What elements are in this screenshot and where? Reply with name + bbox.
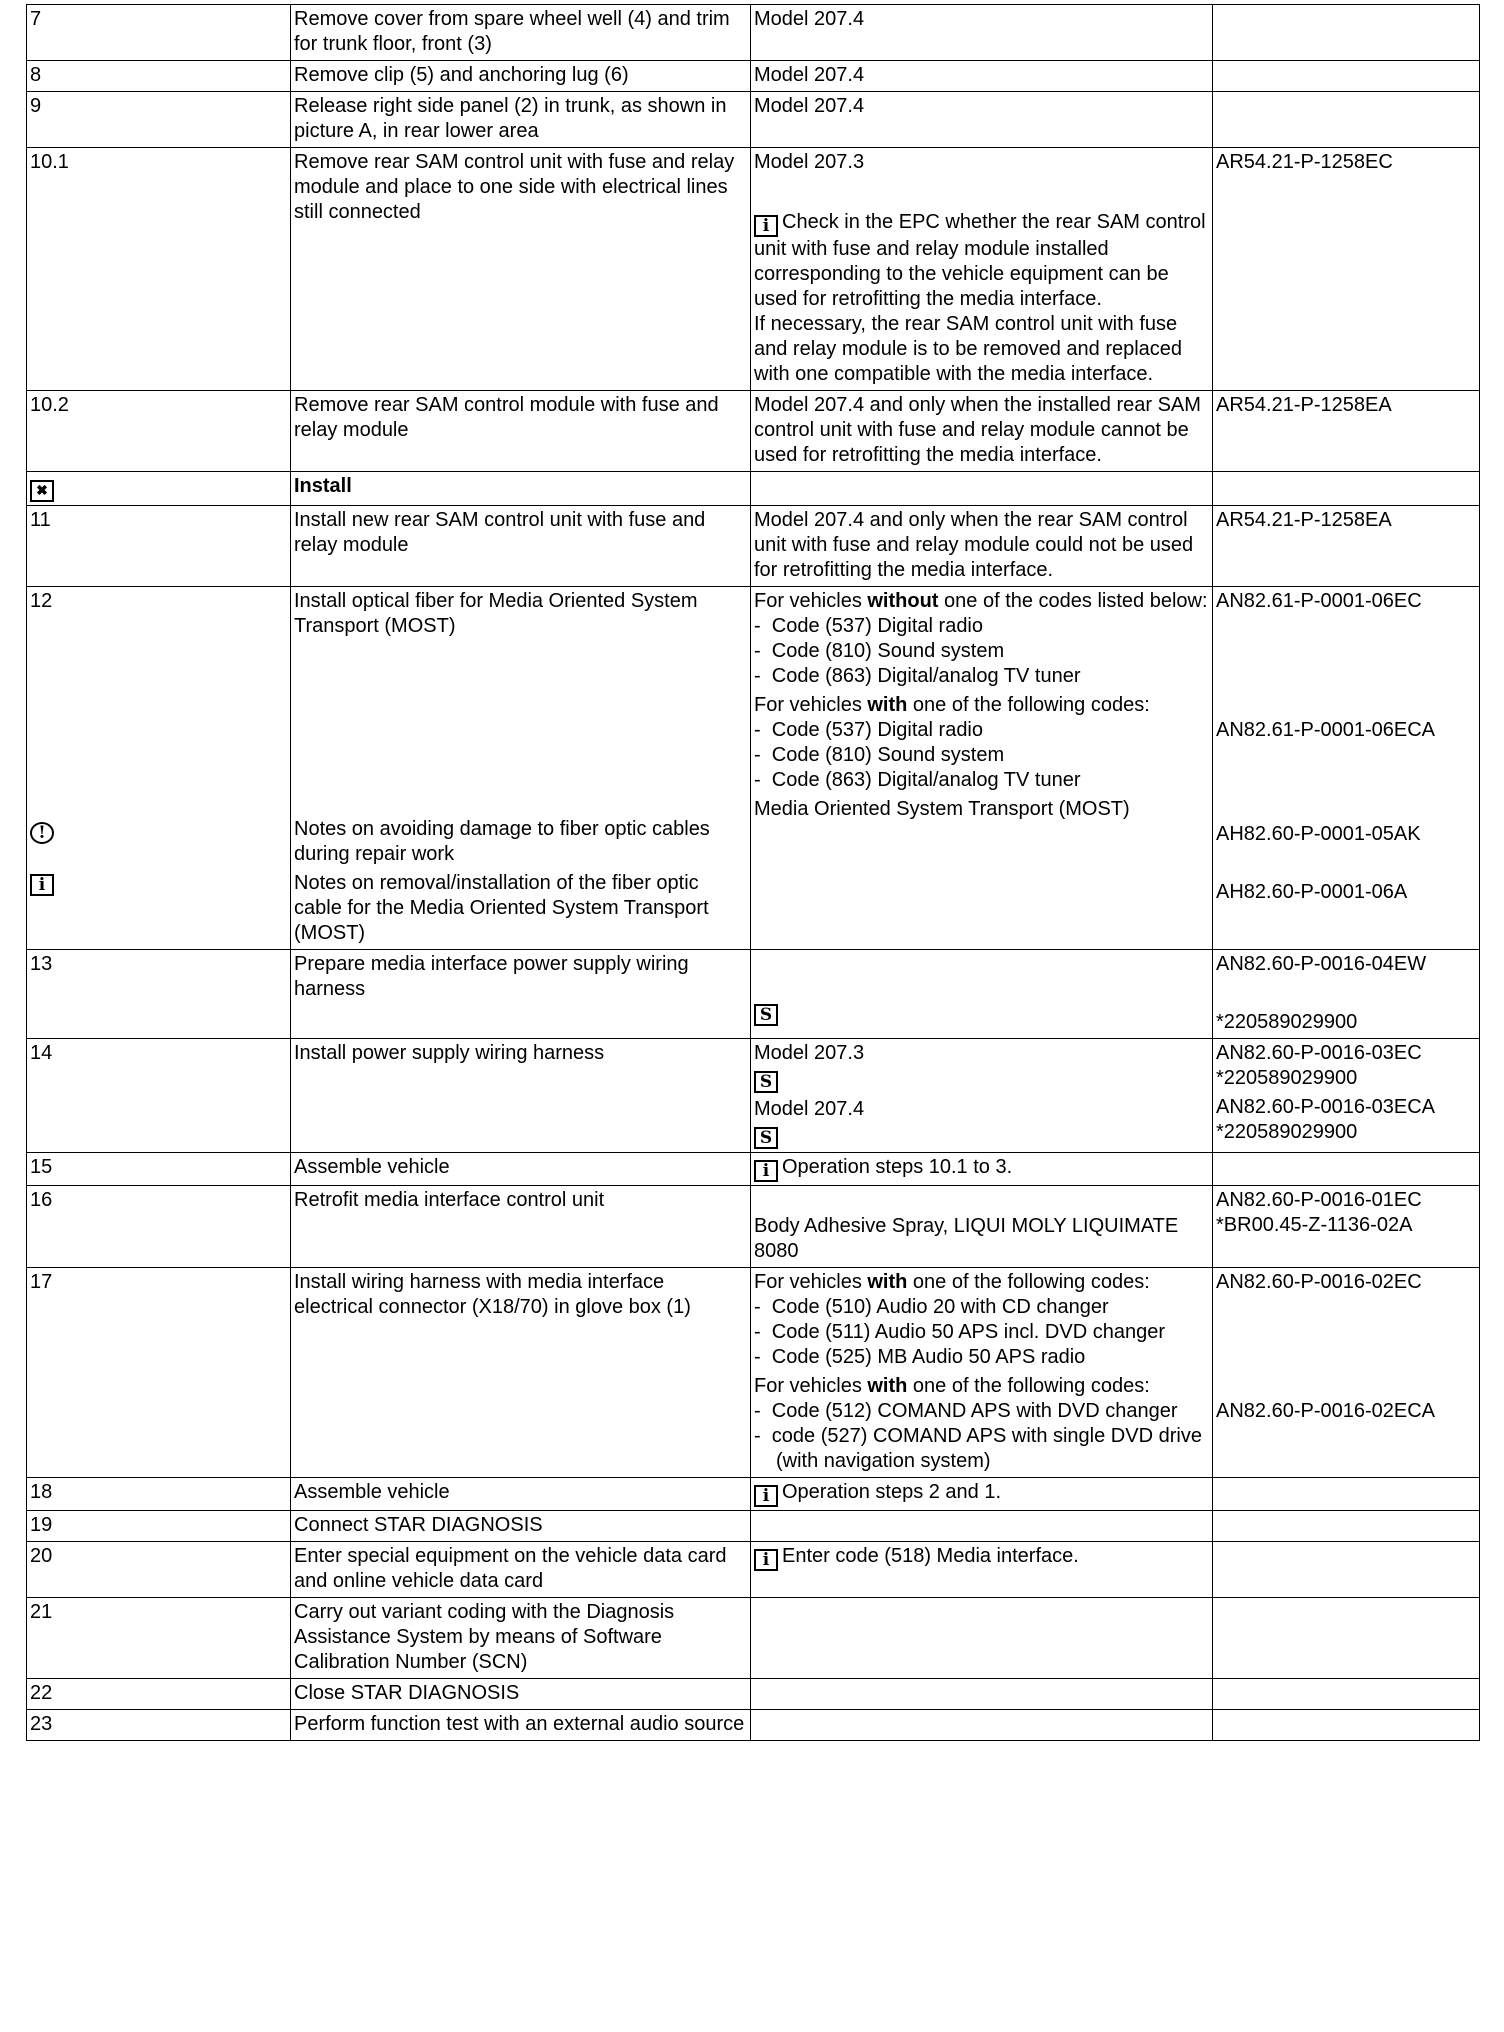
list-item: - Code (810) Sound system (754, 639, 1208, 664)
list-item: - code (527) COMAND APS with single DVD drive (with navigation system) (754, 1424, 1208, 1474)
step-reference[interactable]: AN82.60-P-0016-03EC (1216, 1042, 1422, 1064)
step-number: 18 (27, 1478, 291, 1511)
step-note: Model 207.4 and only when the rear SAM control unit with fuse and relay module could not be used for retrofitting the media interface. (751, 506, 1213, 587)
code-list (754, 1295, 1208, 1370)
info-icon: i (754, 1160, 778, 1182)
list-item: - Code (810) Sound system (754, 743, 1208, 768)
special-tool-icon: S (754, 1127, 778, 1149)
step-number: 11 (27, 506, 291, 587)
step-note-cell (751, 1542, 1213, 1598)
step-reference (1213, 1542, 1480, 1598)
step-action: Retrofit media interface control unit (291, 1186, 751, 1268)
substep-action: Notes on avoiding damage to fiber optic cables during repair work (294, 818, 710, 865)
condition-block: For vehicles with one of the following codes: - Code (537) Digital radio - Code (810) Sound system - Code (863) Digital/analog TV tuner (754, 693, 1208, 793)
condition-block: For vehicles with one of the following codes: - Code (510) Audio 20 with CD changer - Code (511) Audio 50 APS incl. DVD changer - Code (525) MB Audio 50 APS radio (754, 1270, 1208, 1370)
code-list (754, 718, 1208, 793)
step-note-cell (751, 1478, 1213, 1511)
step-action: Remove rear SAM control module with fuse and relay module (291, 391, 751, 472)
procedure-table (26, 4, 1480, 1741)
step-reference (1213, 1598, 1480, 1679)
condition-block: For vehicles with one of the following codes: - Code (512) COMAND APS with DVD changer - code (527) COMAND APS with single DVD drive (with navigation system) (754, 1374, 1208, 1474)
table-row (27, 5, 1480, 61)
step-note-cell (751, 1186, 1213, 1268)
step-reference-cell (1213, 950, 1480, 1039)
step-action-cell (291, 587, 751, 950)
info-icon: i (754, 1485, 778, 1507)
step-reference-cell (1213, 1268, 1480, 1478)
section-title: Install (291, 472, 751, 506)
step-reference[interactable]: AR54.21-P-1258EC (1213, 148, 1480, 391)
step-note (751, 1598, 1213, 1679)
step-reference-cell (1213, 587, 1480, 950)
substep-reference[interactable]: AH82.60-P-0001-06A (1216, 881, 1408, 903)
step-note (751, 472, 1213, 506)
table-row (27, 1598, 1480, 1679)
step-reference-cell (1213, 1186, 1480, 1268)
table-row (27, 1679, 1480, 1710)
info-note (754, 210, 1208, 312)
material-reference[interactable]: *BR00.45-Z-1136-02A (1216, 1214, 1413, 1236)
step-note-cell (751, 587, 1213, 950)
procedure-document (26, 4, 1479, 1741)
step-reference (1213, 1710, 1480, 1741)
info-text: Operation steps 2 and 1. (782, 1481, 1002, 1503)
step-reference (1213, 1153, 1480, 1186)
special-tool-icon: S (754, 1004, 778, 1026)
step-number: 9 (27, 92, 291, 148)
step-number: 23 (27, 1710, 291, 1741)
step-action: Remove rear SAM control unit with fuse and relay module and place to one side with electrical lines still connected (291, 148, 751, 391)
step-reference (1213, 472, 1480, 506)
info-text: Operation steps 10.1 to 3. (782, 1156, 1013, 1178)
step-reference[interactable]: AN82.60-P-0016-02EC (1216, 1271, 1422, 1293)
step-reference[interactable]: AN82.60-P-0016-01EC (1216, 1189, 1422, 1211)
step-number: 12 (30, 590, 53, 612)
substep-reference[interactable]: AH82.60-P-0001-05AK (1216, 823, 1421, 845)
step-note: Model 207.4 (751, 61, 1213, 92)
step-reference[interactable]: AN82.61-P-0001-06ECA (1216, 719, 1436, 741)
info-icon: i (754, 1549, 778, 1571)
step-reference (1213, 92, 1480, 148)
step-reference-cell (1213, 1039, 1480, 1153)
step-action: Close STAR DIAGNOSIS (291, 1679, 751, 1710)
list-item: - Code (510) Audio 20 with CD changer (754, 1295, 1208, 1320)
step-action: Assemble vehicle (291, 1153, 751, 1186)
tool-number: *220589029900 (1216, 1121, 1358, 1143)
step-reference (1213, 1478, 1480, 1511)
list-item: - Code (863) Digital/analog TV tuner (754, 768, 1208, 793)
step-action: Install optical fiber for Media Oriented System Transport (MOST) (294, 590, 698, 637)
info-text: Enter code (518) Media interface. (782, 1545, 1079, 1567)
step-number: 13 (27, 950, 291, 1039)
step-reference (1213, 1511, 1480, 1542)
step-reference[interactable]: AR54.21-P-1258EA (1213, 506, 1480, 587)
info-text-secondary: If necessary, the rear SAM control unit with fuse and relay module is to be removed and replaced with one compatible with the media interface. (754, 313, 1183, 385)
table-row (27, 391, 1480, 472)
table-row (27, 1268, 1480, 1478)
step-action: Perform function test with an external audio source (291, 1710, 751, 1741)
step-number: 19 (27, 1511, 291, 1542)
step-note: Model 207.4 (751, 5, 1213, 61)
step-number: 10.2 (27, 391, 291, 472)
step-note-cell (751, 1153, 1213, 1186)
step-reference[interactable]: AN82.60-P-0016-03ECA (1216, 1096, 1436, 1118)
step-reference[interactable]: AN82.60-P-0016-04EW (1216, 953, 1427, 975)
table-row (27, 148, 1480, 391)
info-icon: i (754, 215, 778, 237)
step-number: 17 (27, 1268, 291, 1478)
info-icon: i (30, 874, 54, 896)
code-list (754, 1399, 1208, 1474)
table-row (27, 506, 1480, 587)
step-reference[interactable]: AN82.61-P-0001-06EC (1216, 590, 1422, 612)
step-number: 14 (27, 1039, 291, 1153)
list-item: - Code (537) Digital radio (754, 718, 1208, 743)
step-note: Model 207.3 (754, 1042, 865, 1064)
step-action: Remove cover from spare wheel well (4) and trim for trunk floor, front (3) (291, 5, 751, 61)
caution-icon: ! (30, 822, 54, 844)
install-icon-cell (27, 472, 291, 506)
step-action: Prepare media interface power supply wiring harness (291, 950, 751, 1039)
step-action: Install power supply wiring harness (291, 1039, 751, 1153)
step-reference[interactable]: AR54.21-P-1258EA (1213, 391, 1480, 472)
list-item: - Code (537) Digital radio (754, 614, 1208, 639)
step-action: Release right side panel (2) in trunk, as shown in picture A, in rear lower area (291, 92, 751, 148)
list-item: - Code (512) COMAND APS with DVD changer (754, 1399, 1208, 1424)
table-row (27, 1039, 1480, 1153)
list-item: - Code (511) Audio 50 APS incl. DVD changer (754, 1320, 1208, 1345)
step-note: Model 207.4 (751, 92, 1213, 148)
step-note: Model 207.4 (754, 1098, 865, 1120)
tool-number: *220589029900 (1216, 1067, 1358, 1089)
list-item: - Code (525) MB Audio 50 APS radio (754, 1345, 1208, 1370)
step-note-cell (751, 1039, 1213, 1153)
table-row (27, 950, 1480, 1039)
step-number: 22 (27, 1679, 291, 1710)
tool-marker (754, 999, 1208, 1026)
list-item: - Code (863) Digital/analog TV tuner (754, 664, 1208, 689)
step-number: 20 (27, 1542, 291, 1598)
substep-note: Media Oriented System Transport (MOST) (754, 798, 1130, 820)
step-reference (1213, 1679, 1480, 1710)
step-number-cell (27, 587, 291, 950)
tool-marker (754, 1122, 1208, 1149)
info-marker (30, 869, 286, 896)
tool-number: *220589029900 (1216, 1011, 1358, 1033)
step-note-cell (751, 950, 1213, 1039)
step-number: 16 (27, 1186, 291, 1268)
step-reference (1213, 5, 1480, 61)
table-row (27, 1186, 1480, 1268)
install-icon: ✖ (30, 480, 54, 502)
table-row (27, 1478, 1480, 1511)
table-row (27, 61, 1480, 92)
table-row (27, 1542, 1480, 1598)
step-reference[interactable]: AN82.60-P-0016-02ECA (1216, 1400, 1436, 1422)
tool-marker (754, 1066, 1208, 1093)
step-action: Enter special equipment on the vehicle data card and online vehicle data card (291, 1542, 751, 1598)
step-note (751, 1679, 1213, 1710)
step-note (751, 1511, 1213, 1542)
substep-action: Notes on removal/installation of the fiber optic cable for the Media Oriented System Transport (MOST) (294, 872, 709, 944)
condition-block: For vehicles without one of the codes listed below: - Code (537) Digital radio - Code (810) Sound system - Code (863) Digital/analog TV tuner (754, 589, 1208, 689)
code-list (754, 614, 1208, 689)
step-number: 8 (27, 61, 291, 92)
step-number: 15 (27, 1153, 291, 1186)
caution-marker (30, 817, 286, 844)
step-action: Carry out variant coding with the Diagnosis Assistance System by means of Software Calibration Number (SCN) (291, 1598, 751, 1679)
step-note (751, 1710, 1213, 1741)
table-row (27, 587, 1480, 950)
info-text: Check in the EPC whether the rear SAM control unit with fuse and relay module installed corresponding to the vehicle equipment can be used for retrofitting the media interface. (754, 211, 1206, 310)
special-tool-icon: S (754, 1071, 778, 1093)
table-row (27, 1153, 1480, 1186)
step-action: Connect STAR DIAGNOSIS (291, 1511, 751, 1542)
step-action: Install new rear SAM control unit with fuse and relay module (291, 506, 751, 587)
step-action: Assemble vehicle (291, 1478, 751, 1511)
step-number: 21 (27, 1598, 291, 1679)
table-row (27, 1710, 1480, 1741)
section-header-row (27, 472, 1480, 506)
table-row (27, 1511, 1480, 1542)
step-reference (1213, 61, 1480, 92)
step-note-cell (751, 148, 1213, 391)
step-action: Remove clip (5) and anchoring lug (6) (291, 61, 751, 92)
step-action: Install wiring harness with media interface electrical connector (X18/70) in glove box (1) (291, 1268, 751, 1478)
table-row (27, 92, 1480, 148)
step-number: 7 (27, 5, 291, 61)
step-note: Model 207.4 and only when the installed rear SAM control unit with fuse and relay module cannot be used for retrofitting the media interface. (751, 391, 1213, 472)
step-note: Model 207.3 (754, 151, 865, 173)
material-note: Body Adhesive Spray, LIQUI MOLY LIQUIMATE 8080 (754, 1215, 1179, 1262)
step-number: 10.1 (27, 148, 291, 391)
step-note-cell (751, 1268, 1213, 1478)
